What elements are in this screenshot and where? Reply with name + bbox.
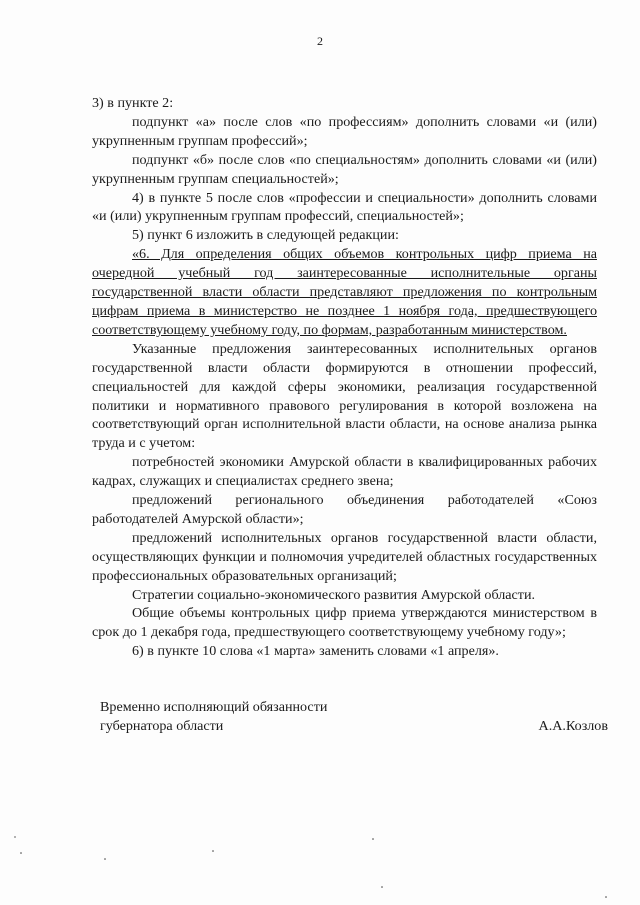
signatory-name: А.А.Козлов: [538, 718, 608, 734]
scan-speck: [381, 886, 383, 888]
paragraph-needs-economy: потребностей экономики Амурской области в квалифицированных рабочих кадрах, служащих и специалистах среднего звена;: [92, 454, 597, 490]
paragraph-item-6: 6) в пункте 10 слова «1 марта» заменить словами «1 апреля».: [132, 643, 499, 660]
scan-speck: [104, 858, 106, 860]
scan-speck: [212, 850, 214, 852]
paragraph-total-volumes: Общие объемы контрольных цифр приема утверждаются министерством в срок до 1 декабря года, предшествующего соответствующему учебному году»;: [92, 605, 597, 641]
document-body: [92, 94, 597, 661]
paragraph-item-3: 3) в пункте 2:: [92, 95, 174, 111]
scan-speck: [605, 896, 607, 898]
paragraph-new-clause-6: «6. Для определения общих объемов контрольных цифр приема на очередной учебный год заинтересованные исполнительные органы государственной власти области представляют предложения по контрольным цифрам приема в министерство не позднее 1 ноября года, предшествующего соответствующему учебному году, по формам, разработанным министерством.: [92, 246, 597, 338]
paragraph-executive-bodies: предложений исполнительных органов государственной власти области, осуществляющих функции и полномочия учредителей областных государственных профессиональных образовательных организаций;: [92, 529, 597, 584]
signatory-title-line1: Временно исполняющий обязанности: [100, 699, 328, 715]
paragraph-subitem-a: подпункт «а» после слов «по профессиям» дополнить словами «и (или) укрупненным группам профессий»;: [92, 113, 597, 149]
paragraph-employers-union: предложений регионального объединения работодателей «Союз работодателей Амурской области»;: [92, 492, 597, 527]
paragraph-proposals: Указанные предложения заинтересованных исполнительных органов государственной власти области формируются в отношении профессий, специальностей для каждой сферы экономики, реализация государственной политики и нормативного правового регулирования в которой возложена на соответствующий орган исполнительной власти области, на основе анализа рынка труда и с учетом:: [92, 340, 597, 452]
paragraph-subitem-b: подпункт «б» после слов «по специальностям» дополнить словами «и (или) укрупненным группам специальностей»;: [92, 151, 597, 187]
scan-speck: [20, 852, 22, 854]
signatory-title-line2: губернатора области: [100, 718, 224, 734]
scan-speck: [14, 836, 16, 838]
signature-block: [100, 698, 608, 736]
paragraph-item-5: 5) пункт 6 изложить в следующей редакции:: [132, 227, 399, 244]
paragraph-strategy: Стратегии социально-экономического развития Амурской области.: [132, 586, 536, 603]
paragraph-item-4: 4) в пункте 5 после слов «профессии и специальности» дополнить словами «и (или) укрупненным группам профессий, специальностей»;: [92, 189, 597, 225]
page-number: 2: [317, 34, 323, 48]
scan-speck: [372, 838, 374, 840]
